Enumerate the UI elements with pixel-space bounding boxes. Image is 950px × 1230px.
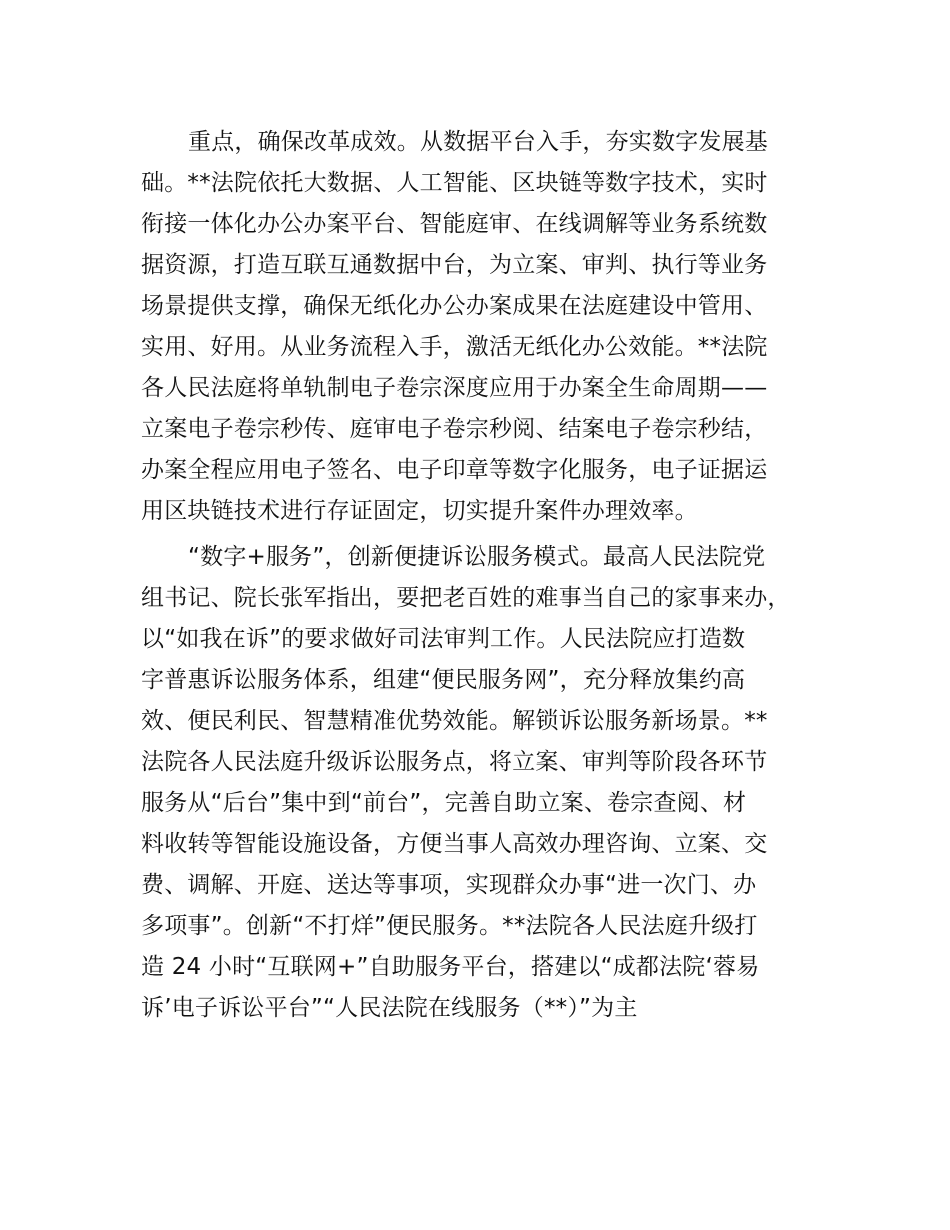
text-line: 料收转等智能设施设备，方便当事人高效办理咨询、立案、交 bbox=[141, 831, 768, 857]
text-line: “数字+服务”，创新便捷诉讼服务模式。最高人民法院党 bbox=[188, 544, 766, 570]
text-line: 实用、好用。从业务流程入手，激活无纸化办公效能。**法院 bbox=[141, 334, 768, 360]
text-line: 法院各人民法庭升级诉讼服务点，将立案、审判等阶段各环节 bbox=[141, 749, 768, 775]
text-line: 诉’电子诉讼平台”“人民法院在线服务（**）”为主 bbox=[141, 995, 638, 1021]
text-line: 服务从“后台”集中到“前台”，完善自助立案、卷宗查阅、材 bbox=[141, 790, 747, 816]
text-line: 重点，确保改革成效。从数据平台入手，夯实数字发展基 bbox=[188, 129, 768, 155]
text-line: 用区块链技术进行存证固定，切实提升案件办理效率。 bbox=[141, 498, 698, 524]
text-line: 以“如我在诉”的要求做好司法审判工作。人民法院应打造数 bbox=[141, 626, 746, 652]
text-line: 础。**法院依托大数据、人工智能、区块链等数字技术，实时 bbox=[141, 170, 768, 196]
text-line: 各人民法庭将单轨制电子卷宗深度应用于办案全生命周期—— bbox=[141, 375, 768, 401]
text-line: 造 24 小时“互联网+”自助服务平台，搭建以“成都法院‘蓉易 bbox=[141, 954, 760, 980]
text-line: 字普惠诉讼服务体系，组建“便民服务网”，充分释放集约高 bbox=[141, 667, 746, 693]
text-line: 场景提供支撑，确保无纸化办公办案成果在法庭建设中管用、 bbox=[141, 293, 768, 319]
text-line: 多项事”。创新“不打烊”便民服务。**法院各人民法庭升级打 bbox=[141, 913, 758, 939]
text-line: 组书记、院长张军指出，要把老百姓的难事当自己的家事来办， bbox=[141, 585, 791, 611]
text-line: 效、便民利民、智慧精准优势效能。解锁诉讼服务新场景。** bbox=[141, 708, 768, 734]
text-line: 立案电子卷宗秒传、庭审电子卷宗秒阅、结案电子卷宗秒结， bbox=[141, 416, 768, 442]
text-line: 据资源，打造互联互通数据中台，为立案、审判、执行等业务 bbox=[141, 252, 768, 278]
text-line: 费、调解、开庭、送达等事项，实现群众办事“进一次门、办 bbox=[141, 872, 757, 898]
text-line: 办案全程应用电子签名、电子印章等数字化服务，电子证据运 bbox=[141, 457, 768, 483]
text-line: 衔接一体化办公办案平台、智能庭审、在线调解等业务系统数 bbox=[141, 211, 768, 237]
